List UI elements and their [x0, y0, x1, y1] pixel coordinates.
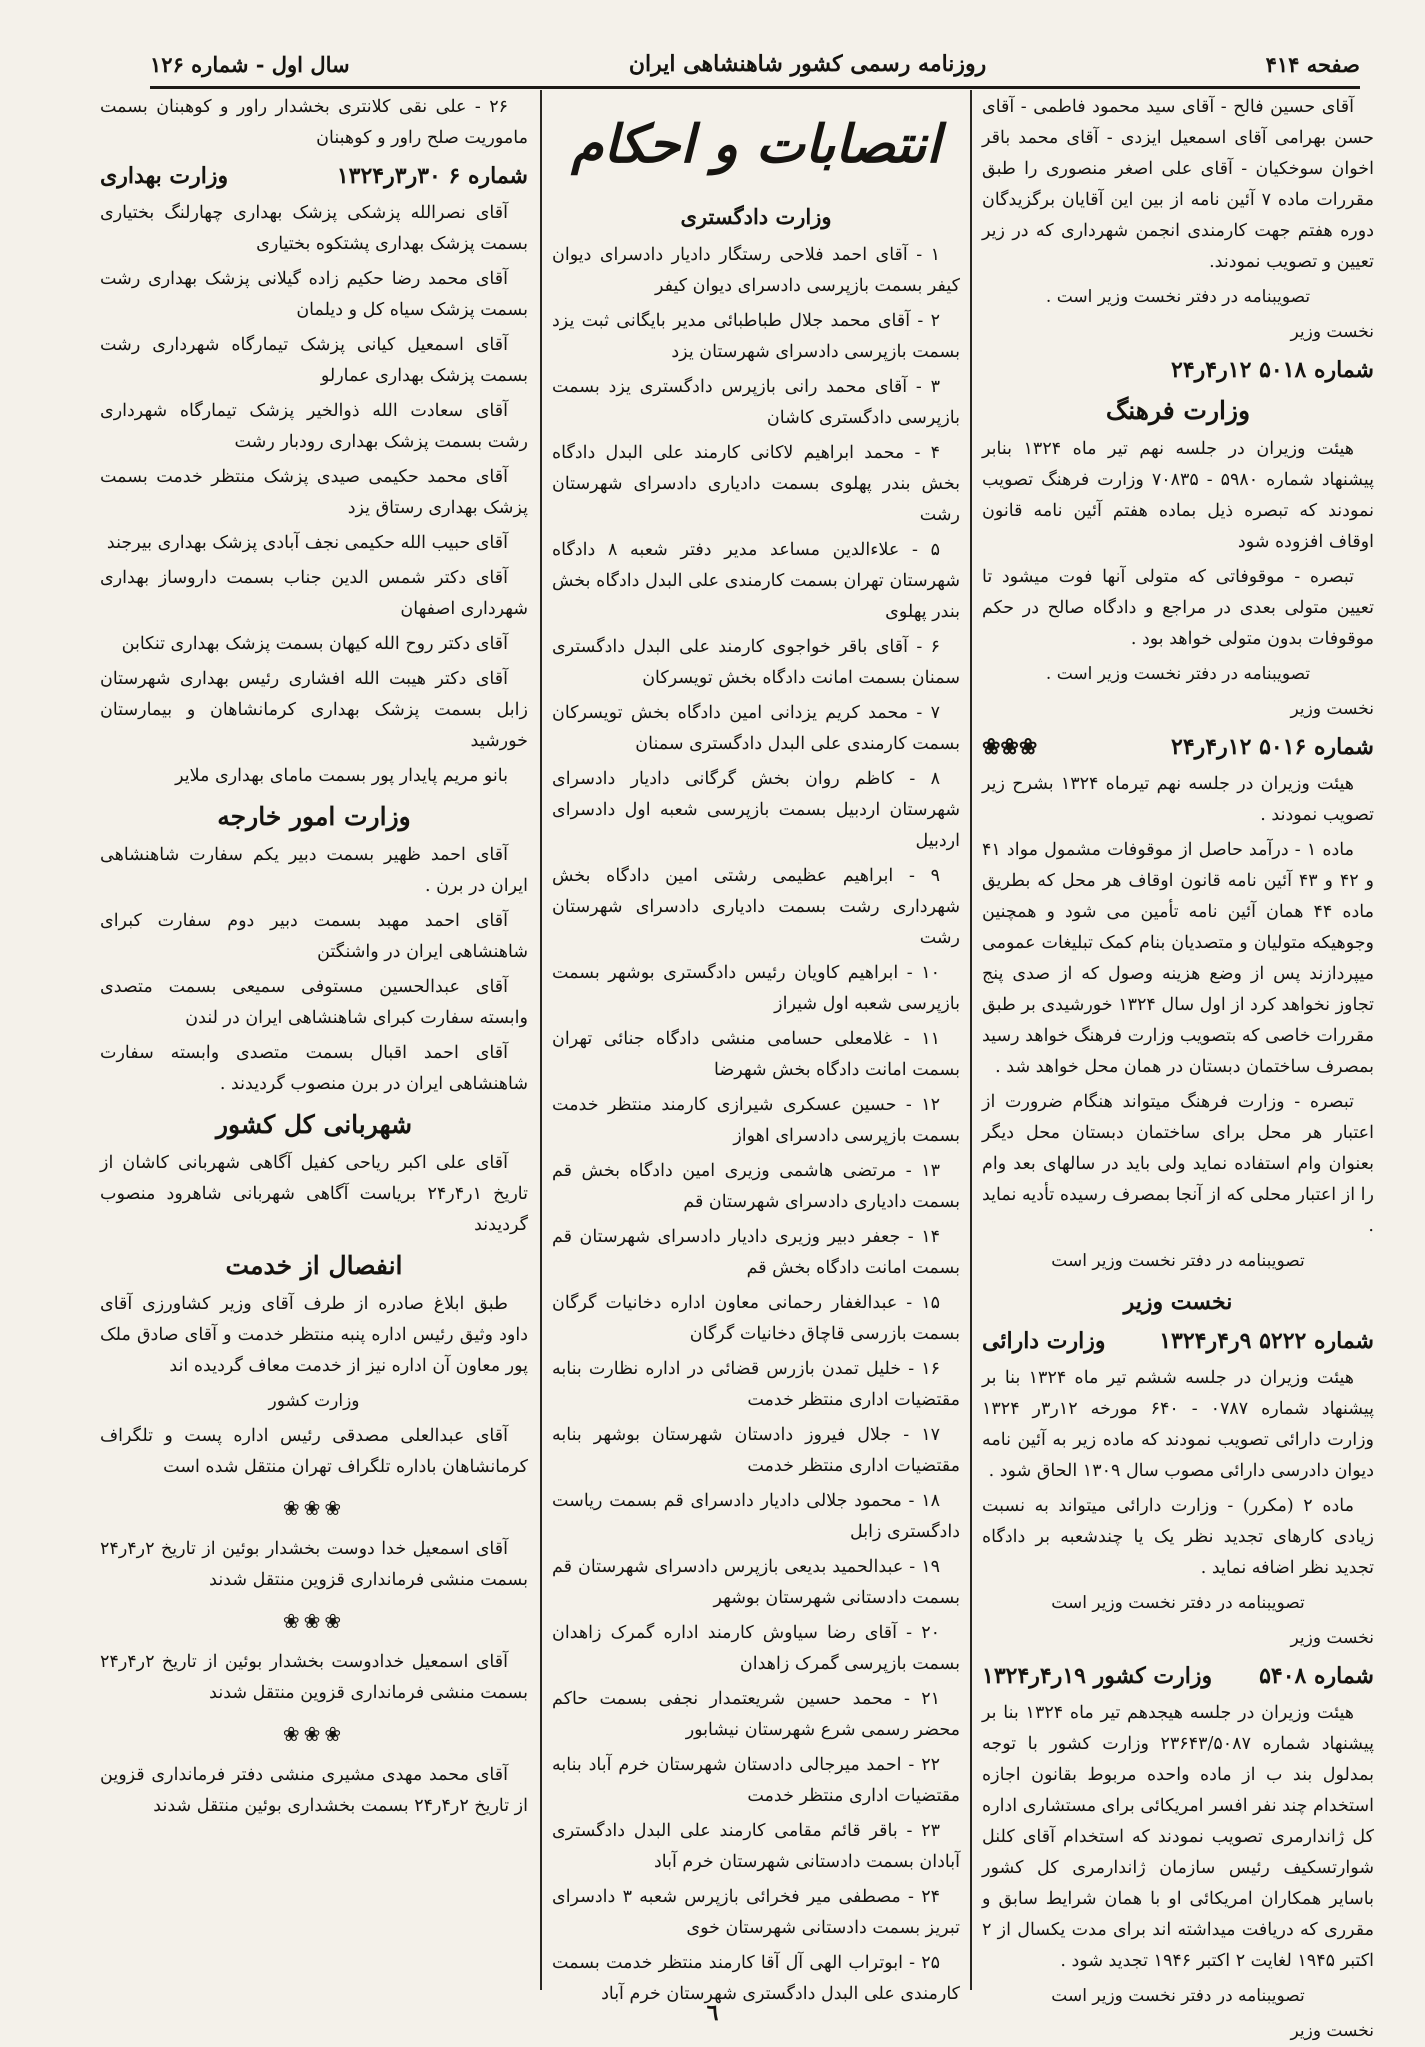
- gazette-title: روزنامه رسمی کشور شاهنشاهی ایران: [628, 51, 987, 77]
- culture-ref: شماره ۵۰۱۸ ۱۲ر۴ر۲۴: [1171, 357, 1374, 383]
- health-appointment-item: آقای اسمعیل کیانی پزشک تیمارگاه شهرداری رشت بسمت پزشک بهداری عمارلو: [100, 335, 528, 386]
- justice-appointment-item: ۲۵ - ابوتراب الهی آل آقا کارمند منتظر خدمت بسمت کارمندی علی البدل دادگستری شهرستان خرم آباد: [552, 1953, 960, 2004]
- interior-note: تصویبنامه در دفتر نخست وزیر است: [1051, 1986, 1305, 2006]
- decree2-p1: هیئت وزیران در جلسه نهم تیرماه ۱۳۲۴ بشرح زیر تصویب نمودند .: [982, 774, 1374, 825]
- culture-p2: تبصره - موقوفاتی که متولی آنها فوت میشود تا تعیین متولی بعدی در مراجع و دادگاه صالح در حکم موقوفات بدون متولی خواهد بود .: [982, 567, 1374, 649]
- health-appointment-item: آقای سعادت الله ذوالخیر پزشک تیمارگاه شهرداری رشت بسمت پزشک بهداری رودبار رشت: [100, 401, 528, 452]
- decree2-note: تصویبنامه در دفتر نخست وزیر است: [1051, 1251, 1305, 1271]
- foreign-appointment-item: آقای احمد اقبال بسمت متصدی وابسته سفارت شاهنشاهی ایران در برن منصوب گردیدند .: [100, 1043, 528, 1094]
- foreign-appointment-item: آقای احمد ظهیر بسمت دبیر یکم سفارت شاهنشاهی ایران در برن .: [100, 845, 528, 896]
- health-appointment-item: آقای محمد رضا حکیم زاده گیلانی پزشک بهداری رشت بسمت پزشک سیاه کل و دیلمان: [100, 269, 528, 320]
- ornament-2: ❀❀❀: [282, 1609, 346, 1633]
- foreign-appointment-item: آقای عبدالحسین مستوفی سمیعی بسمت متصدی وابسته سفارت کبرای شاهنشاهی ایران در لندن: [100, 977, 528, 1028]
- health-appointment-item: آقای دکتر شمس الدین جناب بسمت داروساز بهداری شهرداری اصفهان: [100, 568, 528, 619]
- transfer-3: آقای محمد مهدی مشیری منشی دفتر فرمانداری قزوین از تاریخ ۲ر۴ر۲۴ بسمت بخشداری بوئین منتقل شدند: [100, 1765, 528, 1816]
- page-footer-mark: ٦: [706, 2000, 719, 2026]
- foreign-appointments-list: [100, 840, 528, 1100]
- foreign-appointment-item: آقای احمد مهبد بسمت دبیر دوم سفارت کبرای شاهنشاهی ایران در واشنگتن: [100, 911, 528, 962]
- decree2-signature: نخست وزیر: [1123, 1289, 1233, 1315]
- intro-paragraph: آقای حسین فالح - آقای سید محمود فاطمی - آقای حسن بهرامی آقای اسمعیل ایزدی - آقای محمد باقر اخوان سوخکیان - آقای علی اصغر منصوری را طبق مقررات ماده ۷ آئین نامه از بین این آقایان برگزیدگان دوره هفتم جهت کارمندی انجمن شهرداری که در زیر تعیین و تصویب نمودند.: [982, 97, 1374, 272]
- column-right: [982, 92, 1375, 2041]
- issue-number: سال اول - شماره ۱۲۶: [150, 51, 350, 77]
- decree2-ref: شماره ۵۰۱۶ ۱۲ر۴ر۲۴ ❀❀❀: [982, 734, 1374, 760]
- culture-heading: وزارت فرهنگ: [1105, 396, 1251, 425]
- decree2-p2: ماده ۱ - درآمد حاصل از موقوفات مشمول مواد ۴۱ و ۴۲ و ۴۳ آئین نامه قانون اوقاف هر محل که بطریق ماده ۴۴ همان آئین نامه تأمین می شود و همچنین وجوهیکه متولیان و متصدیان بنام کمک تبلیغات عمومی میپردازند پس از وضع هزینه وصول که از صدی پنج تجاوز نخواهد کرد از اول سال ۱۳۲۴ خورشیدی بر طبق مقررات خاصی که بتصویب وزارت فرهنگ خواهد رسید بمصرف ساختمان دبستان در همان محل خواهد شد .: [982, 840, 1375, 1077]
- interior-p1: هیئت وزیران در جلسه هیجدهم تیر ماه ۱۳۲۴ بنا بر پیشنهاد شماره ۲۳۶۴۳/۵۰۸۷ وزارت کشور با توجه بمدلول بند ب از ماده واحده مربوط بقانون اجازه استخدام چند نفر افسر امریکائی برای مستشاری اداره کل ژاندارمری تصویب نمودند که استخدام آقای کلنل شوارتسکیف رئیس سازمان ژاندارمری کل کشور باسایر همکاران امریکائی او با همان شرایط سابق و مقرری که دریافت میداشته اند برای مدت یکسال از ۲ اکتبر ۱۹۴۵ لغایت ۲ اکتبر ۱۹۴۶ تجدید شود .: [982, 1703, 1374, 1971]
- intro-signature: نخست وزیر: [1290, 322, 1374, 342]
- finance-ref: شماره ۵۲۲۲ ۹ر۴ر۱۳۲۴ وزارت دارائی: [982, 1328, 1374, 1354]
- justice-appointment-item: ۹ - ابراهیم عظیمی رشتی امین دادگاه بخش شهرداری رشت بسمت دادیاری دادسرای شهرستان رشت: [552, 866, 960, 948]
- health-appointment-item: آقای حبیب الله حکیمی نجف آبادی پزشک بهداری بیرجند: [106, 533, 508, 553]
- justice-appointment-item: ۱۶ - خلیل تمدن بازرس قضائی در اداره نظارت بنابه مقتضیات اداری منتظر خدمت: [552, 1359, 960, 1410]
- justice-appointment-item: ۱ - آقای احمد فلاحی رستگار دادیار دادسرای دیوان کیفر بسمت بازپرسی دادسرای دیوان کیفر: [552, 245, 960, 296]
- justice-appointment-item: ۱۴ - جعفر دبیر وزیری دادیار دادسرای شهرستان قم بسمت امانت دادگاه بخش قم: [552, 1227, 960, 1278]
- health-appointment-item: بانو مریم پایدار پور بسمت مامای بهداری ملایر: [175, 766, 508, 786]
- justice-appointment-item: ۱۹ - عبدالحمید بدیعی بازپرس دادسرای شهرستان قم بسمت دادستانی شهرستان بوشهر: [552, 1557, 960, 1608]
- interior-signature: نخست وزیر: [1290, 2021, 1374, 2041]
- finance-p1: هیئت وزیران در جلسه ششم تیر ماه ۱۳۲۴ بنا بر پیشنهاد شماره ۰۷۸۷ - ۶۴۰ مورخه ۱۲ر۳ر ۱۳۲۴ وزارت دارائی تصویب نمودند که ماده زیر به آئین نامه دیوان دادرسی دارائی مصوب سال ۱۳۰۹ الحاق شود .: [982, 1368, 1375, 1481]
- justice-appointment-item: ۲۲ - احمد میرجالی دادستان شهرستان خرم آباد بنابه مقتضیات اداری منتظر خدمت: [552, 1755, 960, 1806]
- transfer-2: آقای اسمعیل خدادوست بخشدار بوئین از تاریخ ۲ر۴ر۲۴ بسمت منشی فرمانداری قزوین منتقل شدند: [100, 1652, 528, 1703]
- culture-signature: نخست وزیر: [1290, 699, 1374, 719]
- dismissal-heading: انفصال از خدمت: [225, 1251, 403, 1280]
- column-divider-left: [540, 90, 542, 1990]
- transfer-1: آقای اسمعیل خدا دوست بخشدار بوئین از تاریخ ۲ر۴ر۲۴ بسمت منشی فرمانداری قزوین منتقل شدند: [100, 1539, 528, 1590]
- health-appointment-item: آقای محمد حکیمی صیدی پزشک منتظر خدمت بسمت پزشک بهداری رستاق یزد: [100, 467, 528, 518]
- page-header: [150, 42, 1360, 89]
- justice-appointment-item: ۷ - محمد کریم یزدانی امین دادگاه بخش تویسرکان بسمت کارمندی علی البدل دادگستری سمنان: [552, 703, 960, 754]
- item-26: ۲۶ - علی نقی کلانتری بخشدار راور و کوهبنان بسمت ماموریت صلح راور و کوهبنان: [100, 97, 528, 148]
- interior-ref: شماره ۵۴۰۸ وزارت کشور ۱۹ر۴ر۱۳۲۴: [982, 1663, 1374, 1689]
- justice-appointment-item: ۲ - آقای محمد جلال طباطبائی مدیر بایگانی ثبت یزد بسمت بازپرسی دادسرای شهرستان یزد: [552, 311, 960, 362]
- justice-appointment-item: ۱۲ - حسین عسکری شیرازی کارمند منتظر خدمت بسمت بازپرسی دادسرای اهواز: [552, 1095, 960, 1146]
- justice-appointment-item: ۱۳ - مرتضی هاشمی وزیری امین دادگاه بخش قم بسمت دادیاری دادسرای شهرستان قم: [552, 1161, 960, 1212]
- column-left: [100, 92, 528, 1987]
- interior-paragraph: آقای عبدالعلی مصدقی رئیس اداره پست و تلگراف کرمانشاهان باداره تلگراف تهران منتقل شده است: [100, 1426, 528, 1477]
- justice-heading: وزارت دادگستری: [680, 204, 832, 229]
- justice-appointment-item: ۱۰ - ابراهیم کاویان رئیس دادگستری بوشهر بسمت بازپرسی شعبه اول شیراز: [552, 963, 960, 1014]
- health-appointments-list: [100, 198, 528, 792]
- justice-appointment-item: ۱۵ - عبدالغفار رحمانی معاون اداره دخانیات گرگان بسمت بازرسی قاچاق دخانیات گرگان: [552, 1293, 960, 1344]
- justice-appointment-item: ۱۱ - غلامعلی حسامی منشی دادگاه جنائی تهران بسمت امانت دادگاه بخش شهرضا: [552, 1029, 960, 1080]
- decree2-p3: تبصره - وزارت فرهنگ میتواند هنگام ضرورت از اعتبار هر محل برای ساختمان دبستان محل دیگر بعنوان وام استفاده نماید ولی باید در سالهای بعد وام را از اعتبار محلی که از آنجا بمصرف رسیده تأدیه نماید .: [982, 1092, 1374, 1236]
- culture-p1: هیئت وزیران در جلسه نهم تیر ماه ۱۳۲۴ بنابر پیشنهاد شماره ۵۹۸۰ - ۷۰۸۳۵ وزارت فرهنگ تصویب نمودند که تبصره ذیل بماده هفتم آئین نامه قانون اوقاف افزوده شود: [982, 439, 1375, 552]
- police-heading: شهربانی کل کشور: [215, 1110, 413, 1139]
- finance-note: تصویبنامه در دفتر نخست وزیر است: [1051, 1593, 1305, 1613]
- justice-appointment-item: ۶ - آقای باقر خواجوی کارمند علی البدل دادگستری سمنان بسمت امانت دادگاه بخش تویسرکان: [552, 637, 960, 688]
- ornament-1: ❀❀❀: [282, 1496, 346, 1520]
- page-number: صفحه ۴۱۴: [1265, 51, 1360, 77]
- justice-appointment-item: ۴ - محمد ابراهیم لاکانی کارمند علی البدل دادگاه بخش بندر پهلوی بسمت دادیاری دادسرای شهرستان رشت: [552, 443, 960, 525]
- interior-heading: وزارت کشور: [268, 1391, 360, 1411]
- finance-p2: ماده ۲ (مکرر) - وزارت دارائی میتواند به نسبت زیادی کارهای تجدید نظر یک یا چندشعبه بر دادگاه تجدید نظر اضافه نماید .: [982, 1496, 1374, 1578]
- health-appointment-item: آقای دکتر هیبت الله افشاری رئیس بهداری شهرستان زابل بسمت پزشک بهداری کرمانشاهان و بیمارستان خورشید: [100, 669, 528, 751]
- column-divider-right: [970, 90, 972, 1990]
- culture-note: تصویبنامه در دفتر نخست وزیر است .: [1045, 664, 1311, 684]
- health-appointment-item: آقای دکتر روح الله کیهان بسمت پزشک بهداری تنکابن: [121, 634, 508, 654]
- justice-appointment-item: ۱۸ - محمود جلالی دادیار دادسرای قم بسمت ریاست دادگستری زابل: [552, 1491, 960, 1542]
- justice-appointment-item: ۸ - کاظم روان بخش گرگانی دادیار دادسرای شهرستان اردبیل بسمت بازپرسی شعبه اول دادسرای اردبیل: [552, 769, 960, 851]
- justice-appointments-list: [552, 240, 960, 2010]
- justice-appointment-item: ۵ - علاءالدین مساعد مدیر دفتر شعبه ۸ دادگاه شهرستان تهران بسمت کارمندی علی البدل دادگاه بخش بندر پهلوی: [552, 540, 960, 622]
- justice-appointment-item: ۲۴ - مصطفی میر فخرائی بازپرس شعبه ۳ دادسرای تبریز بسمت دادستانی شهرستان خوی: [552, 1887, 960, 1938]
- appointments-banner: انتصابات و احکام: [571, 114, 941, 175]
- finance-signature: نخست وزیر: [1290, 1628, 1374, 1648]
- column-middle: [552, 92, 960, 2004]
- justice-appointment-item: ۱۷ - جلال فیروز دادستان شهرستان بوشهر بنابه مقتضیات اداری منتظر خدمت: [552, 1425, 960, 1476]
- justice-appointment-item: ۲۰ - آقای رضا سیاوش کارمند اداره گمرک زاهدان بسمت بازپرسی گمرک زاهدان: [552, 1623, 960, 1674]
- justice-appointment-item: ۲۱ - محمد حسین شریعتمدار نجفی بسمت حاکم محضر رسمی شرع شهرستان نیشابور: [552, 1689, 960, 1740]
- foreign-heading: وزارت امور خارجه: [217, 802, 411, 831]
- health-appointment-item: آقای نصرالله پزشکی پزشک بهداری چهارلنگ بختیاری بسمت پزشک بهداری پشتکوه بختیاری: [100, 203, 528, 254]
- ornament-3: ❀❀❀: [282, 1722, 346, 1746]
- justice-appointment-item: ۲۳ - باقر قائم مقامی کارمند علی البدل دادگستری آبادان بسمت دادستانی شهرستان خرم آباد: [552, 1821, 960, 1872]
- dismissal-paragraph: طبق ابلاغ صادره از طرف آقای وزیر کشاورزی آقای داود وثیق رئیس اداره پنبه منتظر خدمت و آقای صادق ملک پور معاون آن اداره نیز از خدمت معاف گردیده اند: [100, 1294, 528, 1376]
- justice-appointment-item: ۳ - آقای محمد رانی بازپرس دادگستری یزد بسمت بازپرسی دادگستری کاشان: [552, 377, 960, 428]
- intro-note: تصویبنامه در دفتر نخست وزیر است .: [1045, 287, 1311, 307]
- police-paragraph: آقای علی اکبر ریاحی کفیل آگاهی شهربانی کاشان از تاریخ ۱ر۴ر۲۴ بریاست آگاهی شهربانی شاهرود منصوب گردیدند: [100, 1153, 528, 1235]
- health-ref: شماره ۶ ۳۰ر۳ر۱۳۲۴ وزارت بهداری: [100, 163, 528, 189]
